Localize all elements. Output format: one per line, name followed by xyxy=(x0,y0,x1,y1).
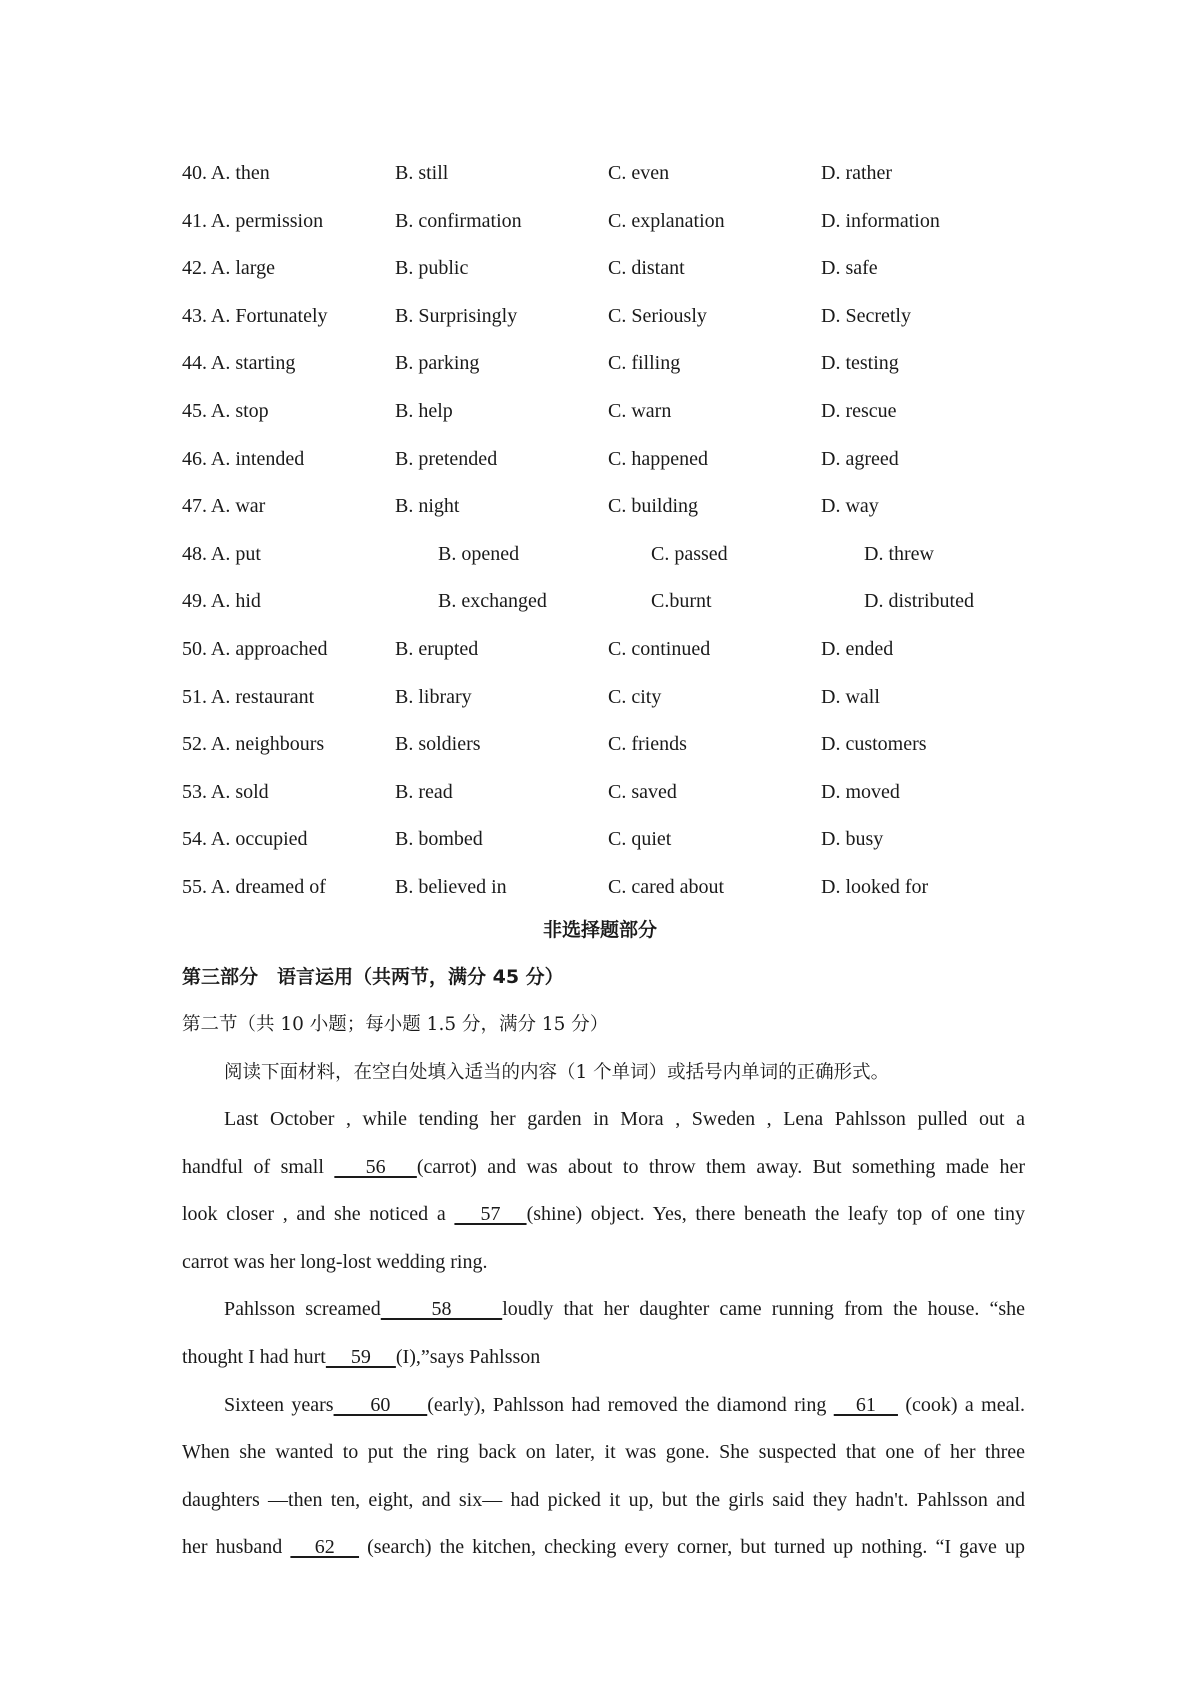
part-heading: 第三部分 语言运用（共两节，满分 45 分） xyxy=(182,966,564,988)
option: 45. A. stop xyxy=(182,399,269,422)
blank-61[interactable]: 61 xyxy=(833,1393,898,1416)
passage-text: handful of small xyxy=(182,1155,335,1178)
option: C. explanation xyxy=(608,209,725,232)
passage-line xyxy=(182,1144,1025,1192)
option: D. threw xyxy=(864,542,934,565)
option-row-54 xyxy=(182,816,1042,864)
option: B. erupted xyxy=(395,637,479,660)
passage-text: daughters —then ten, eight, and six— had picked it up, but the girls said they hadn't. Pahlsson and xyxy=(182,1488,1025,1511)
option: D. testing xyxy=(821,352,899,375)
passage-text: (carrot) and was about to throw them away. But something made her xyxy=(416,1155,1026,1178)
passage-text: (early), Pahlsson had removed the diamond ring xyxy=(427,1393,834,1416)
option-row-50 xyxy=(182,626,1042,674)
option: 46. A. intended xyxy=(182,447,305,470)
option: C. cared about xyxy=(608,875,725,898)
option: D. rather xyxy=(821,162,893,184)
option: B. bombed xyxy=(395,828,483,851)
option: D. ended xyxy=(821,637,894,660)
option: D. safe xyxy=(821,257,878,280)
option-row-43 xyxy=(182,293,1042,341)
option: D. way xyxy=(821,495,879,518)
option: D. Secretly xyxy=(821,304,911,327)
option: B. parking xyxy=(395,352,480,375)
option: 48. A. put xyxy=(182,542,261,565)
passage-text: (shine) object. Yes, there beneath the leafy top of one tiny xyxy=(526,1203,1025,1226)
blank-59[interactable]: 59 xyxy=(325,1345,396,1368)
option: C. building xyxy=(608,495,699,518)
option: 51. A. restaurant xyxy=(182,685,315,708)
blank-57[interactable]: 57 xyxy=(454,1203,527,1226)
options-table xyxy=(182,150,1042,912)
option: B. pretended xyxy=(395,447,498,470)
option: C. even xyxy=(608,162,670,184)
option: B. still xyxy=(395,162,449,184)
passage-text: her husband xyxy=(182,1536,291,1559)
passage-text: look closer , and she noticed a xyxy=(182,1203,455,1226)
option-row-45 xyxy=(182,388,1042,436)
passage-text: Sixteen years xyxy=(224,1393,334,1416)
option: 41. A. permission xyxy=(182,209,324,232)
option: 50. A. approached xyxy=(182,637,328,660)
option: C. distant xyxy=(608,257,685,280)
option: C.burnt xyxy=(651,590,712,613)
option-row-49 xyxy=(182,578,1042,626)
option: 43. A. Fortunately xyxy=(182,304,328,327)
option: 49. A. hid xyxy=(182,590,261,613)
option: C. city xyxy=(608,685,662,708)
passage-line xyxy=(182,1477,1025,1525)
passage-line xyxy=(182,1286,1025,1334)
passage-text: (cook) a meal. xyxy=(897,1393,1026,1416)
option: 52. A. neighbours xyxy=(182,733,325,756)
option: C. passed xyxy=(651,542,728,565)
option: B. confirmation xyxy=(395,209,522,232)
option: D. information xyxy=(821,209,940,232)
option: B. believed in xyxy=(395,875,507,898)
instruction: 阅读下面材料，在空白处填入适当的内容（1 个单词）或括号内单词的正确形式。 xyxy=(224,1062,890,1083)
passage-text: Last October , while tending her garden in Mora , Sweden , Lena Pahlsson pulled out a xyxy=(224,1108,1025,1130)
section-subheading: 第二节（共 10 小题；每小题 1.5 分，满分 15 分） xyxy=(182,1014,609,1035)
option: B. exchanged xyxy=(438,590,547,613)
option-row-41 xyxy=(182,198,1042,246)
option-row-53 xyxy=(182,769,1042,817)
passage-line xyxy=(182,1524,1025,1572)
passage-text: Pahlsson screamed xyxy=(224,1298,381,1321)
option-row-46 xyxy=(182,436,1042,484)
option: C. friends xyxy=(608,733,687,756)
option: 42. A. large xyxy=(182,257,275,280)
option-row-42 xyxy=(182,245,1042,293)
option-row-51 xyxy=(182,674,1042,722)
option: 44. A. starting xyxy=(182,352,296,375)
option: D. looked for xyxy=(821,875,929,898)
option: D. busy xyxy=(821,828,884,851)
option: B. Surprisingly xyxy=(395,304,518,327)
option: 53. A. sold xyxy=(182,780,269,803)
option: D. agreed xyxy=(821,447,899,470)
option: C. filling xyxy=(608,352,681,375)
option: 54. A. occupied xyxy=(182,828,308,851)
option-row-52 xyxy=(182,721,1042,769)
blank-60[interactable]: 60 xyxy=(333,1393,428,1416)
option: C. continued xyxy=(608,637,711,660)
passage-text: thought I had hurt xyxy=(182,1345,326,1368)
passage-line xyxy=(182,1382,1025,1430)
option: D. wall xyxy=(821,685,880,708)
blank-56[interactable]: 56 xyxy=(334,1155,417,1178)
passage-line xyxy=(182,1429,1025,1477)
option: D. moved xyxy=(821,780,900,803)
passage-text: (search) the kitchen, checking every corner, but turned up nothing. “I gave up xyxy=(359,1536,1026,1559)
option: C. warn xyxy=(608,399,672,422)
option: B. read xyxy=(395,780,453,803)
passage xyxy=(182,1096,1025,1572)
option: B. public xyxy=(395,257,469,280)
option-row-40 xyxy=(182,150,1042,198)
blank-58[interactable]: 58 xyxy=(380,1298,503,1321)
option-row-55 xyxy=(182,864,1042,912)
passage-text: loudly that her daughter came running from the house. “she xyxy=(502,1298,1025,1321)
option-row-44 xyxy=(182,340,1042,388)
option: B. soldiers xyxy=(395,733,481,756)
option: C. happened xyxy=(608,447,708,470)
option: B. help xyxy=(395,399,453,422)
passage-text: (I),”says Pahlsson xyxy=(395,1345,541,1368)
passage-text: carrot was her long-lost wedding ring. xyxy=(182,1250,488,1273)
option: 55. A. dreamed of xyxy=(182,875,326,898)
passage-text: When she wanted to put the ring back on later, it was gone. She suspected that one of her three xyxy=(182,1441,1025,1464)
option-row-48 xyxy=(182,531,1042,579)
option: 40. A. then xyxy=(182,162,270,184)
passage-line xyxy=(182,1334,1025,1382)
option: 47. A. war xyxy=(182,495,266,518)
option: B. night xyxy=(395,495,460,518)
option: D. distributed xyxy=(864,590,974,613)
blank-62[interactable]: 62 xyxy=(290,1536,360,1559)
passage-line xyxy=(182,1191,1025,1239)
option-row-47 xyxy=(182,483,1042,531)
option: B. library xyxy=(395,685,472,708)
passage-line xyxy=(182,1096,1025,1144)
option: D. rescue xyxy=(821,399,897,422)
option: D. customers xyxy=(821,733,927,756)
section-title: 非选择题部分 xyxy=(542,919,657,941)
option: B. opened xyxy=(438,542,520,565)
option: C. saved xyxy=(608,780,677,803)
option: C. quiet xyxy=(608,828,672,851)
option: C. Seriously xyxy=(608,304,707,327)
passage-line xyxy=(182,1239,1025,1287)
